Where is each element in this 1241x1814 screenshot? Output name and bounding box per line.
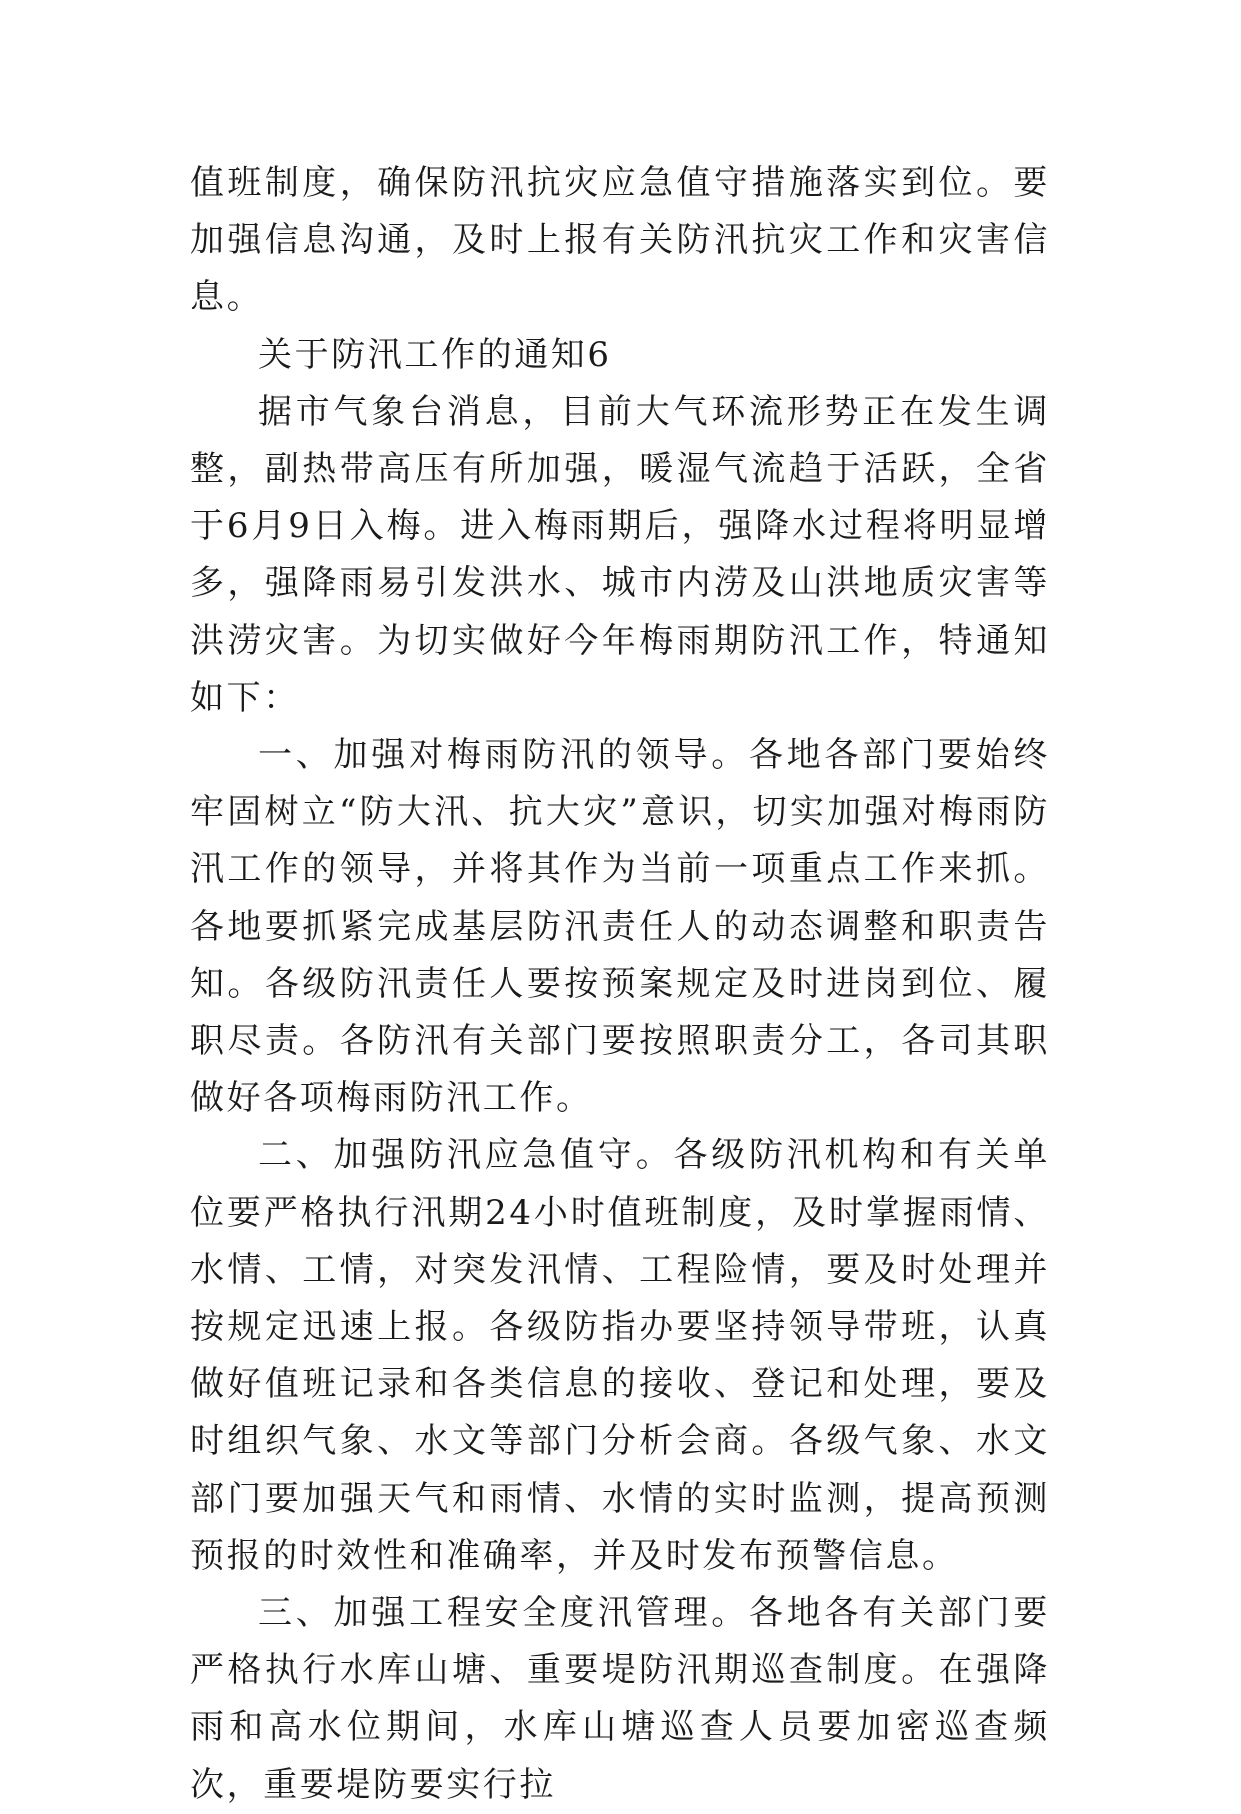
- paragraph-intro: 据市气象台消息，目前大气环流形势正在发生调整，副热带高压有所加强，暖湿气流趋于活跃，全省于6月9日入梅。进入梅雨期后，强降水过程将明显增多，强降雨易引发洪水、城市内涝及山洪地质灾害等洪涝灾害。为切实做好今年梅雨期防汛工作，特通知如下：: [190, 391, 1050, 718]
- paragraph-continuation: 值班制度，确保防汛抗灾应急值守措施落实到位。要加强信息沟通，及时上报有关防汛抗灾工作和灾害信息。: [190, 163, 1050, 318]
- paragraph-section-one: 一、加强对梅雨防汛的领导。各地各部门要始终牢固树立“防大汛、抗大灾”意识，切实加强对梅雨防汛工作的领导，并将其作为当前一项重点工作来抓。各地要抓紧完成基层防汛责任人的动态调整和职责告知。各级防汛责任人要按预案规定及时进岗到位、履职尽责。各防汛有关部门要按照职责分工，各司其职做好各项梅雨防汛工作。: [190, 735, 1050, 1119]
- paragraph-section-two: 二、加强防汛应急值守。各级防汛机构和有关单位要严格执行汛期24小时值班制度，及时掌握雨情、水情、工情，对突发汛情、工程险情，要及时处理并按规定迅速上报。各级防指办要坚持领导带班，认真做好值班记录和各类信息的接收、登记和处理，要及时组织气象、水文等部门分析会商。各级气象、水文部门要加强天气和雨情、水情的实时监测，提高预测预报的时效性和准确率，并及时发布预警信息。: [190, 1135, 1050, 1576]
- notice-heading: 关于防汛工作的通知6: [258, 334, 612, 375]
- paragraph-section-three: 三、加强工程安全度汛管理。各地各有关部门要严格执行水库山塘、重要堤防汛期巡查制度。在强降雨和高水位期间，水库山塘巡查人员要加密巡查频次，重要堤防要实行拉: [190, 1593, 1050, 1805]
- document-body: [190, 155, 1050, 1814]
